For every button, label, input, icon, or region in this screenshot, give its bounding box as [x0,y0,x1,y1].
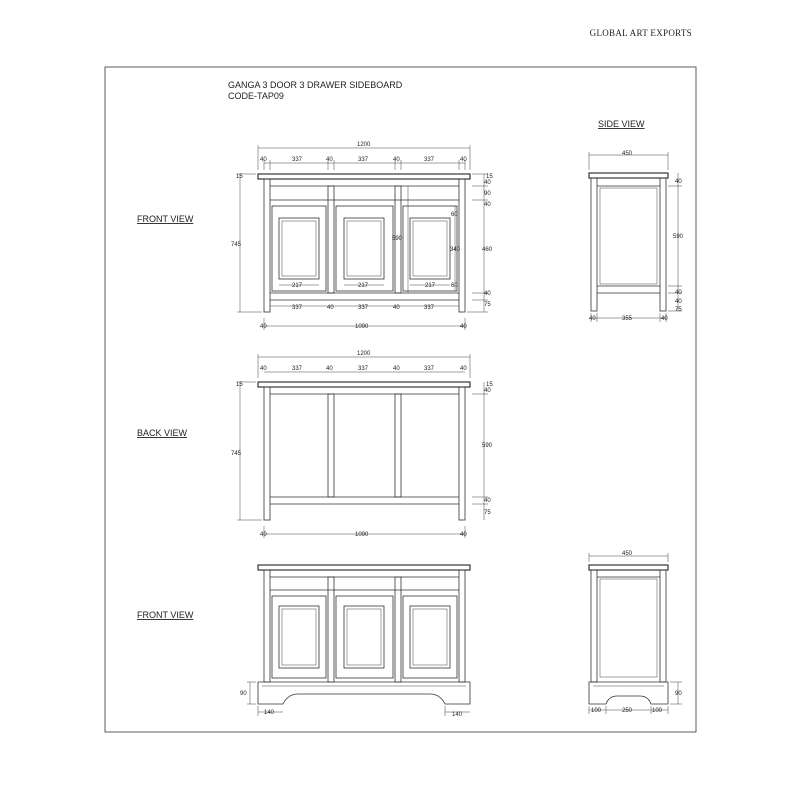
svg-text:40: 40 [393,305,400,311]
sheet-border [105,67,696,732]
side-view-dimensions [589,151,684,322]
svg-text:90: 90 [484,191,491,197]
front-view-drawing [237,145,488,330]
svg-text:140: 140 [452,712,463,718]
svg-text:40: 40 [484,202,491,208]
svg-text:40: 40 [460,532,467,538]
side-view-label: SIDE VIEW [598,119,645,129]
svg-text:60: 60 [451,212,458,218]
svg-text:217: 217 [358,283,369,289]
side-view-drawing [589,152,682,322]
svg-text:40: 40 [393,157,400,163]
svg-text:590: 590 [673,234,684,240]
svg-text:337: 337 [424,366,435,372]
svg-text:60: 60 [451,283,458,289]
svg-text:337: 337 [424,305,435,311]
svg-text:15: 15 [486,382,493,388]
svg-text:40: 40 [326,366,333,372]
svg-text:15: 15 [486,174,493,180]
back-view-label: BACK VIEW [137,428,188,438]
svg-text:250: 250 [622,708,633,714]
svg-text:90: 90 [675,691,682,697]
svg-text:15: 15 [236,382,243,388]
svg-text:1200: 1200 [357,142,371,148]
svg-text:337: 337 [424,157,435,163]
back-view-drawing [237,354,488,538]
front-view-label: FRONT VIEW [137,214,194,224]
svg-text:140: 140 [264,710,275,716]
svg-text:40: 40 [460,366,467,372]
svg-text:217: 217 [292,283,303,289]
svg-text:75: 75 [484,510,491,516]
front-view-2-dimensions [240,691,463,718]
brand-name: GLOBAL ART EXPORTS [589,28,692,38]
svg-text:1090: 1090 [355,532,369,538]
svg-text:40: 40 [260,366,267,372]
svg-text:217: 217 [425,283,436,289]
svg-text:40: 40 [460,324,467,330]
side-view-2-dimensions [591,551,682,714]
svg-text:100: 100 [591,708,602,714]
svg-text:460: 460 [482,247,493,253]
title-line-2: CODE-TAP09 [228,91,284,101]
svg-text:15: 15 [236,174,243,180]
svg-text:40: 40 [675,299,682,305]
svg-text:40: 40 [460,157,467,163]
svg-text:1090: 1090 [355,324,369,330]
svg-text:337: 337 [358,366,369,372]
svg-text:337: 337 [292,366,303,372]
svg-text:337: 337 [358,157,369,163]
svg-text:40: 40 [393,366,400,372]
svg-text:40: 40 [327,305,334,311]
front-view-2-label: FRONT VIEW [137,610,194,620]
svg-text:75: 75 [484,302,491,308]
svg-text:40: 40 [675,290,682,296]
svg-text:745: 745 [231,451,242,457]
svg-text:40: 40 [675,179,682,185]
svg-text:40: 40 [484,180,491,186]
svg-text:337: 337 [292,305,303,311]
svg-text:40: 40 [260,324,267,330]
svg-text:40: 40 [326,157,333,163]
title-line-1: GANGA 3 DOOR 3 DRAWER SIDEBOARD [228,80,403,90]
svg-text:745: 745 [231,242,242,248]
front-view-2-drawing [247,565,470,716]
svg-text:337: 337 [292,157,303,163]
svg-text:337: 337 [358,305,369,311]
svg-text:590: 590 [482,443,493,449]
side-view-2-drawing [589,553,682,714]
svg-text:340: 340 [450,247,461,253]
svg-text:40: 40 [260,157,267,163]
svg-text:100: 100 [652,708,663,714]
svg-text:355: 355 [622,316,633,322]
svg-text:450: 450 [622,551,633,557]
svg-text:450: 450 [622,151,633,157]
svg-text:40: 40 [484,291,491,297]
svg-text:1200: 1200 [357,351,371,357]
svg-text:40: 40 [260,532,267,538]
svg-text:90: 90 [240,691,247,697]
svg-text:40: 40 [661,316,668,322]
svg-text:40: 40 [484,498,491,504]
svg-text:40: 40 [484,388,491,394]
svg-text:75: 75 [675,307,682,313]
svg-text:590: 590 [392,236,403,242]
svg-text:40: 40 [589,316,596,322]
